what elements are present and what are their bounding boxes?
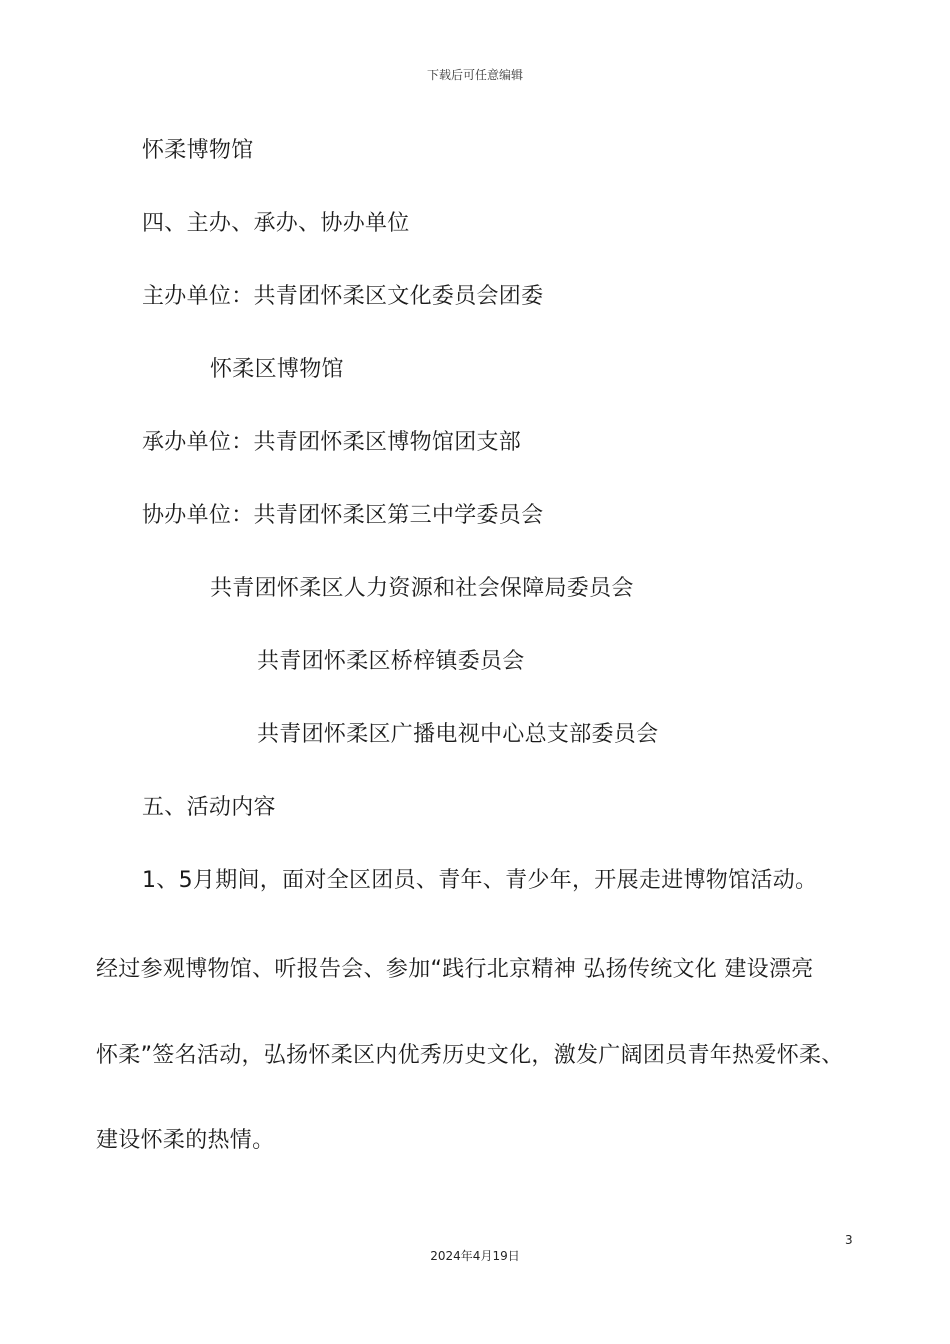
text-line: 怀柔博物馆 (142, 138, 254, 163)
text-line: 协办单位：共青团怀柔区第三中学委员会 (142, 503, 544, 528)
text-line: 承办单位：共青团怀柔区博物馆团支部 (142, 430, 522, 455)
text-line: 共青团怀柔区桥梓镇委员会 (257, 649, 525, 674)
text-line: 怀柔区博物馆 (210, 357, 344, 382)
text-line: 共青团怀柔区人力资源和社会保障局委员会 (210, 576, 634, 601)
page-number: 3 (845, 1233, 853, 1247)
paragraph-line: 1、5月期间，面对全区团员、青年、青少年，开展走进博物馆活动。 (142, 868, 818, 893)
section-heading: 四、主办、承办、协办单位 (142, 211, 410, 236)
text-line: 共青团怀柔区广播电视中心总支部委员会 (257, 722, 659, 747)
paragraph-line: 怀柔”签名活动，弘扬怀柔区内优秀历史文化，激发广阔团员青年热爱怀柔、 (96, 1043, 844, 1068)
paragraph-line: 建设怀柔的热情。 (96, 1128, 275, 1153)
page-header: 下载后可任意编辑 (426, 68, 523, 82)
paragraph-line: 经过参观博物馆、听报告会、参加“践行北京精神 弘扬传统文化 建设漂亮 (96, 957, 814, 982)
text-line: 主办单位：共青团怀柔区文化委员会团委 (142, 284, 544, 309)
section-heading: 五、活动内容 (142, 795, 276, 820)
footer-date: 2024年4月19日 (430, 1249, 520, 1263)
